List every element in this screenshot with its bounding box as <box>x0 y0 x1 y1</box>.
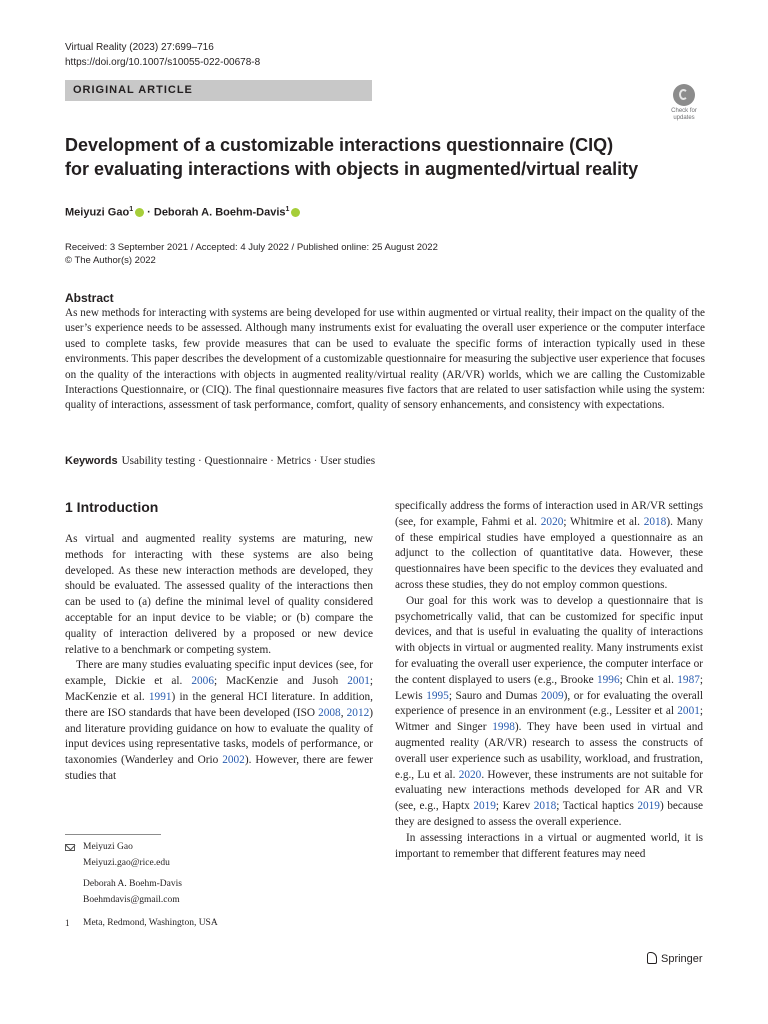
springer-horse-icon <box>647 952 657 964</box>
citation-link[interactable]: 2008 <box>318 706 341 719</box>
author-name: Deborah A. Boehm-Davis <box>153 206 286 219</box>
keywords <box>65 453 705 469</box>
author-list <box>65 202 300 221</box>
left-column <box>65 532 373 785</box>
author-name: Meiyuzi Gao <box>65 206 130 219</box>
right-column <box>395 499 703 862</box>
keywords-label: Keywords <box>65 455 118 467</box>
keywords-text: Usability testing · Questionnaire · Metrics · User studies <box>121 455 376 467</box>
paragraph: specifically address the forms of interaction used in AR/VR settings (see, for example, Fahmi et al. 2020; Whitmire et al. 2018). Many of these empirical studies have employed a questionnaire as an adjunct to the collection of quantitative data. However, these questionnaires have been specific to the devices they evaluated and across these studies, they do not employ common questions. <box>395 500 704 591</box>
paragraph: In assessing interactions in a virtual or augmented world, it is important to remember that different features may need <box>395 831 703 860</box>
affiliation-number: 1 <box>65 918 70 928</box>
coauthor-email[interactable]: Boehmdavis@gmail.com <box>83 894 180 905</box>
citation-link[interactable]: 2019 <box>637 800 660 813</box>
citation-link[interactable]: 2018 <box>643 515 667 528</box>
orcid-icon[interactable] <box>135 208 144 217</box>
abstract-heading: Abstract <box>65 291 114 305</box>
abstract-text: As new methods for interacting with systems are being developed for use within augmented or virtual reality, their impact on the quality of the user’s experience needs to be assessed. Although many instruments exist for evaluating the overall user experience or the computer interface used to complete tasks, few provide measures that can be used to evaluate the specific forms of interaction typically used in these environments. This paper describes the development of a customizable questionnaire for measuring the subjective user experience that focuses on the quality of the interactions with objects in augmented reality/virtual reality (AR/VR) worlds, which we are calling the Customizable Interactions Questionnaire, or (CIQ). The final questionnaire measures five factors that are related to user satisfaction while using the system: quality of interactions, assessment of task performance, comfort, quality of sensory enhancements, and consistency with expectations. <box>65 307 705 412</box>
orcid-icon[interactable] <box>291 208 300 217</box>
corresponding-author <box>65 840 375 871</box>
affiliation-mark: 1 <box>129 206 134 213</box>
citation-link[interactable]: 1995 <box>426 689 449 702</box>
affiliation-text: Meta, Redmond, Washington, USA <box>83 918 218 928</box>
copyright: © The Author(s) 2022 <box>65 255 156 266</box>
journal-info <box>65 40 260 70</box>
section-heading: 1 Introduction <box>65 499 159 515</box>
envelope-icon <box>65 844 75 851</box>
publisher-name: Springer <box>661 953 703 965</box>
history-dates: Received: 3 September 2021 / Accepted: 4 July 2022 / Published online: 25 August 2022 <box>65 242 438 253</box>
author-separator: · <box>144 206 154 219</box>
title-line-2: for evaluating interactions with objects in augmented/virtual reality <box>65 159 639 179</box>
footnote-divider <box>65 834 161 835</box>
citation-link[interactable]: 2019 <box>473 800 496 813</box>
article-type-bar: ORIGINAL ARTICLE <box>65 80 372 101</box>
citation-link[interactable]: 2006 <box>191 675 214 688</box>
citation-link[interactable]: 1991 <box>148 690 172 703</box>
title-line-1: Development of a customizable interactions questionnaire (CIQ) <box>65 135 614 155</box>
footnotes <box>65 840 375 932</box>
citation-link[interactable]: 2002 <box>222 754 245 767</box>
citation-link[interactable]: 2020 <box>458 768 482 781</box>
paragraph: Our goal for this work was to develop a questionnaire that is psychometrically valid, that can be customized for specific input devices, and that is useful in evaluating the quality of interactions with objects in virtual or augmented reality. Many instruments exist for evaluating the overall user experience, the computer interface or the content displayed to users (e.g., Brooke 1996; Chin et al. 1987; Lewis 1995; Sauro and Dumas 2009), or for evaluating the overall experience of presence in an environment (e.g., Lessiter et al 2001; Witmer and Singer 1998). They have been used in virtual and augmented reality (AR/VR) research to assess the constructs of overall user experience such as usability, workload, and frustration, e.g., Lu et al. 2020. However, these instruments are not suitable for evaluating new interactions methods developed for AR and VR (see, e.g., Haptx 2019; Karev 2018; Tactical haptics 2019) because they are designed to assess the overall experience. <box>395 594 704 828</box>
check-updates-line2: updates <box>673 115 695 121</box>
check-updates-icon <box>673 84 695 106</box>
paragraph: There are many studies evaluating specific input devices (see, for example, Dickie et al. 2006; MacKenzie and Jusoh 2001; MacKenzie et al. 1991) in the general HCI literature. In addition, there are ISO standards that have been developed (ISO 2008, 2012) and literature providing guidance on how to evaluate the quality of input devices using representative tasks, models of performance, or taxonomies (Wanderley and Orio 2002). However, there are fewer studies that <box>65 659 373 782</box>
citation-link[interactable]: 2009 <box>541 689 564 702</box>
abstract <box>65 290 705 414</box>
contact-name: Meiyuzi Gao <box>83 842 133 852</box>
coauthor-contact <box>65 877 375 908</box>
citation-link[interactable]: 2001 <box>347 675 370 688</box>
citation-link[interactable]: 2012 <box>346 706 370 719</box>
citation-link[interactable]: 1987 <box>677 673 700 686</box>
citation-link[interactable]: 1996 <box>597 673 620 686</box>
paragraph: As virtual and augmented reality systems are maturing, new methods for interacting with these systems are also being developed. As these new interaction methods are developed, they should be evaluated. The assessed quality of the interactions then can be used to (a) define the minimal level of quality considered acceptable for an input device to be viable; or (b) compare the quality of interaction delivered by a proposed or new device relative to a benchmark or competing system. <box>65 533 373 656</box>
doi-link[interactable]: https://doi.org/10.1007/s10055-022-00678-8 <box>65 57 261 68</box>
publication-dates <box>65 241 438 267</box>
citation-link[interactable]: 1998 <box>492 721 515 734</box>
article-title <box>65 133 705 181</box>
contact-email[interactable]: Meiyuzi.gao@rice.edu <box>83 857 170 868</box>
citation-link[interactable]: 2018 <box>533 800 557 813</box>
affiliation <box>65 916 375 932</box>
journal-citation: Virtual Reality (2023) 27:699–716 <box>65 42 214 53</box>
affiliation-mark: 1 <box>285 206 290 213</box>
check-updates-line1: Check for <box>671 108 697 114</box>
publisher-logo <box>647 951 703 967</box>
citation-link[interactable]: 2020 <box>540 515 564 528</box>
coauthor-name: Deborah A. Boehm-Davis <box>83 879 182 889</box>
check-for-updates-badge[interactable] <box>664 84 704 124</box>
citation-link[interactable]: 2001 <box>677 705 700 718</box>
